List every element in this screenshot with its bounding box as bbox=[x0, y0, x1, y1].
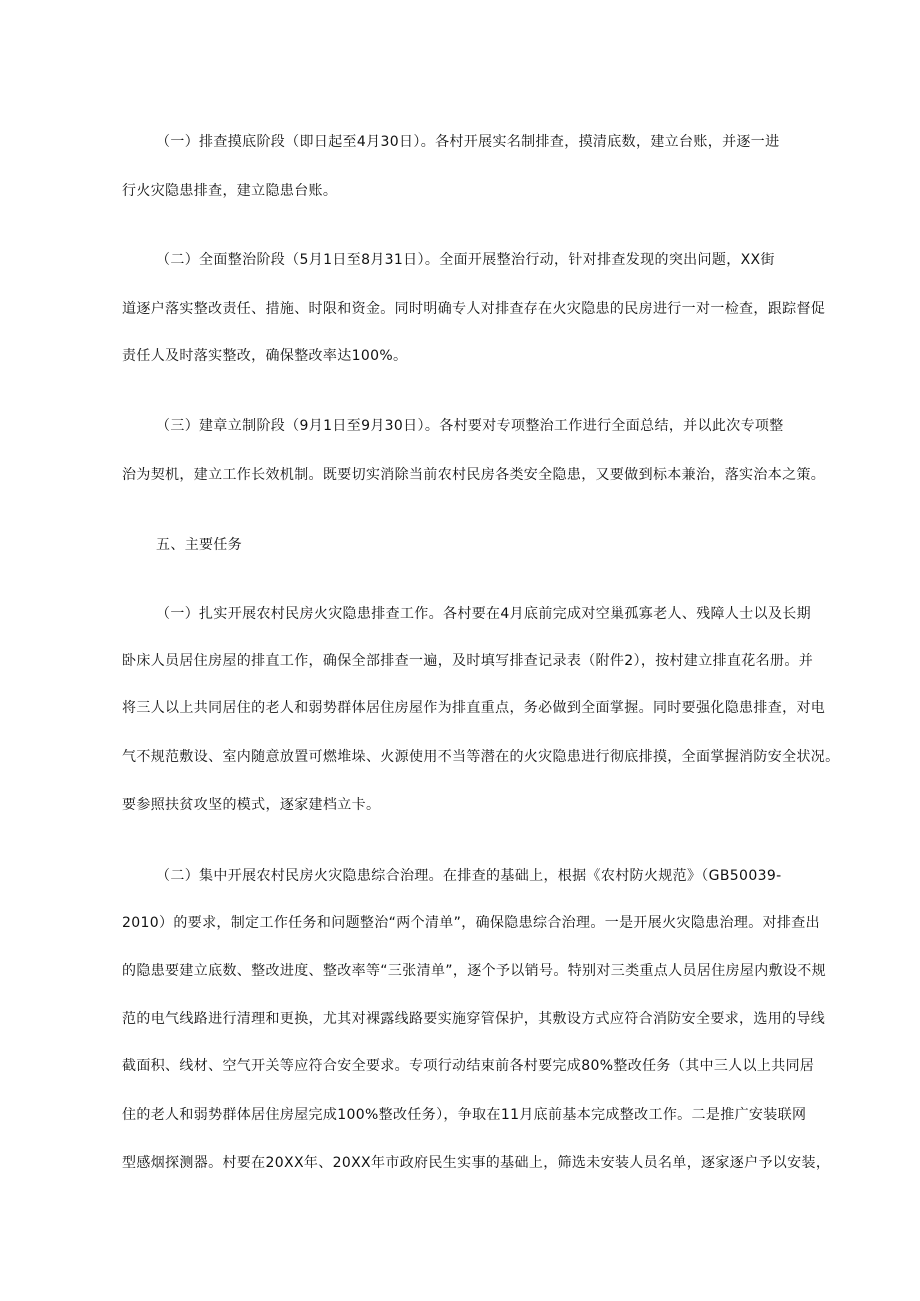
paragraph-stage-3-line-2: 治为契机，建立工作长效机制。既要切实消除当前农村民房各类安全隐患，又要做到标本兼治，落实治本之策。 bbox=[122, 467, 826, 483]
paragraph-stage-2-line-3: 责任人及时落实整改，确保整改率达100%。 bbox=[122, 348, 408, 364]
paragraph-task-2-line-3: 的隐患要建立底数、整改进度、整改率等“三张清单”，逐个予以销号。特别对三类重点人员居住房屋内敷设不规 bbox=[122, 963, 827, 979]
paragraph-task-2-line-5: 截面积、线材、空气开关等应符合安全要求。专项行动结束前各村要完成80%整改任务（其中三人以上共同居 bbox=[122, 1058, 815, 1074]
paragraph-task-1-line-2: 卧床人员居住房屋的排直工作，确保全部排查一遍，及时填写排查记录表（附件2），按村建立排直花名册。并 bbox=[122, 653, 814, 669]
paragraph-stage-2-line-2: 道逐户落实整改责任、措施、时限和资金。同时明确专人对排查存在火灾隐患的民房进行一对一检查，跟踪督促 bbox=[122, 301, 826, 317]
paragraph-task-1-line-3: 将三人以上共同居住的老人和弱势群体居住房屋作为排直重点，务必做到全面掌握。同时要强化隐患排查，对电 bbox=[122, 700, 826, 716]
paragraph-task-1-line-1: （一）扎实开展农村民房火灾隐患排查工作。各村要在4月底前完成对空巢孤寡老人、残障人士以及长期 bbox=[156, 606, 812, 622]
section-heading-main-tasks: 五、主要任务 bbox=[156, 537, 243, 553]
paragraph-task-2-line-4: 范的电气线路进行清理和更换，尤其对裸露线路要实施穿管保护，其敷设方式应符合消防安全要求，选用的导线 bbox=[122, 1011, 826, 1027]
paragraph-task-1-line-5: 要参照扶贫攻坚的模式，逐家建档立卡。 bbox=[122, 797, 381, 813]
paragraph-stage-2-line-1: （二）全面整治阶段（5月1日至8月31日）。全面开展整治行动，针对排查发现的突出问题，XX街 bbox=[156, 252, 775, 268]
paragraph-task-2-line-1: （二）集中开展农村民房火灾隐患综合治理。在排查的基础上，根据《农村防火规范》（GB50039- bbox=[156, 868, 782, 884]
paragraph-stage-1-line-1: （一）排查摸底阶段（即日起至4月30日）。各村开展实名制排查，摸清底数，建立台账，并逐一进 bbox=[156, 134, 780, 150]
paragraph-task-2-line-2: 2010）的要求，制定工作任务和问题整治“两个清单”，确保隐患综合治理。一是开展火灾隐患治理。对排查出 bbox=[122, 915, 820, 931]
paragraph-task-1-line-4: 气不规范敷设、室内随意放置可燃堆垛、火源使用不当等潜在的火灾隐患进行彻底排摸，全面掌握消防安全状况。 bbox=[122, 749, 840, 765]
paragraph-stage-1-line-2: 行火灾隐患排查，建立隐患台账。 bbox=[122, 183, 338, 199]
paragraph-task-2-line-7: 型感烟探测器。村要在20XX年、20XX年市政府民生实事的基础上，筛选未安装人员名单，逐家逐户予以安装， bbox=[122, 1155, 831, 1171]
paragraph-task-2-line-6: 住的老人和弱势群体居住房屋完成100%整改任务），争取在11月底前基本完成整改工作。二是推广安装联网 bbox=[122, 1107, 807, 1123]
paragraph-stage-3-line-1: （三）建章立制阶段（9月1日至9月30日）。各村要对专项整治工作进行全面总结，并以此次专项整 bbox=[156, 418, 784, 434]
